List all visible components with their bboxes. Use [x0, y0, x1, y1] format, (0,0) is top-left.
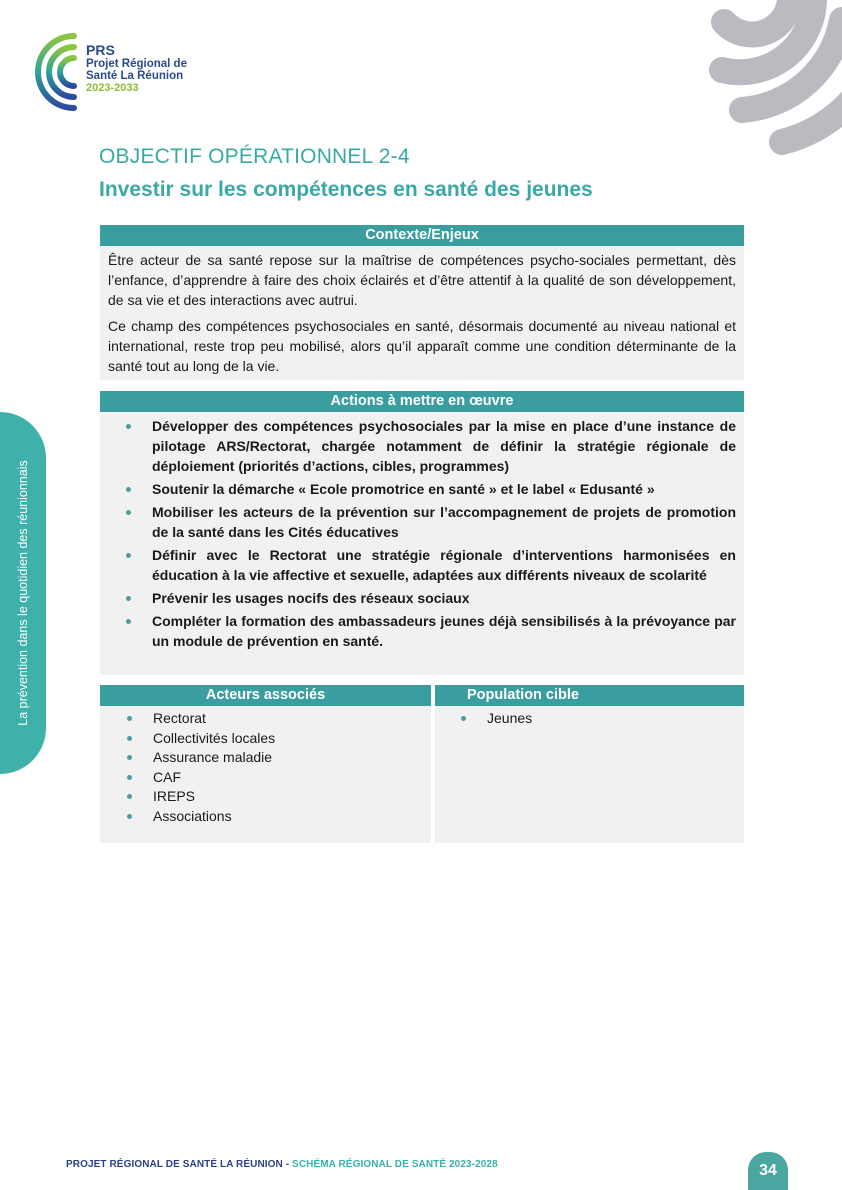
context-section	[100, 225, 744, 380]
actor-item	[153, 709, 431, 729]
actor-item	[153, 807, 431, 827]
prs-arcs-icon	[24, 30, 84, 112]
bullet-icon	[126, 619, 131, 624]
actions-section	[100, 391, 744, 675]
population-text: Jeunes	[487, 710, 533, 726]
actor-item	[153, 787, 431, 807]
actor-item	[153, 768, 431, 788]
context-paragraph: Être acteur de sa santé repose sur la maîtrise de compétences psycho-sociales permettant, dès l’enfance, d’apprendre à faire des choix éclairés et d’être attentif à la qualité de son développement, de sa vie et des interactions avec autrui.	[108, 252, 736, 308]
bullet-icon	[126, 596, 131, 601]
actions-heading: Actions à mettre en œuvre	[100, 391, 744, 412]
actor-text: Assurance maladie	[153, 749, 273, 766]
action-text: Mobiliser les acteurs de la prévention sur l’accompagnement de projets de promotion de la santé dans les Cités éducatives	[152, 504, 736, 540]
actors-heading: Acteurs associés	[100, 685, 431, 706]
action-item	[152, 545, 736, 585]
footer-schema: SCHÉMA RÉGIONAL DE SANTÉ 2023-2028	[292, 1159, 498, 1170]
action-item	[152, 479, 736, 499]
bullet-icon	[126, 424, 131, 429]
footer-separator: -	[282, 1159, 293, 1170]
actions-list	[100, 416, 736, 651]
actor-text: Associations	[153, 807, 232, 824]
bullet-icon	[127, 814, 132, 819]
actor-text: IREPS	[153, 788, 196, 805]
actor-item	[153, 748, 431, 768]
action-item	[152, 416, 736, 476]
bullet-icon	[126, 487, 131, 492]
actors-section	[100, 685, 431, 843]
logo-line1: Projet Régional de	[86, 57, 187, 70]
bullet-icon	[127, 716, 132, 721]
side-section-label: La prévention dans le quotidien des réunionnais	[16, 460, 30, 726]
actor-text: CAF	[153, 768, 181, 785]
bullet-icon	[127, 736, 132, 741]
page-number: 34	[748, 1152, 788, 1190]
action-text: Soutenir la démarche « Ecole promotrice en santé » et le label « Edusanté »	[152, 481, 655, 497]
logo-acronym: PRS	[86, 42, 115, 58]
action-text: Compléter la formation des ambassadeurs jeunes déjà sensibilisés à la prévoyance par un module de prévention en santé.	[152, 613, 736, 649]
actor-item	[153, 729, 431, 749]
actor-text: Rectorat	[153, 710, 206, 726]
action-item	[152, 588, 736, 608]
action-text: Définir avec le Rectorat une stratégie régionale d’interventions harmonisées en éducation à la vie affective et sexuelle, adaptées aux différents niveaux de scolarité	[152, 547, 736, 583]
context-paragraph: Ce champ des compétences psychosociales en santé, désormais documenté au niveau national et international, reste trop peu mobilisé, alors qu’il apparaît comme une condition déterminante de la santé tout au long de la vie.	[108, 318, 736, 374]
objective-label: OBJECTIF OPÉRATIONNEL 2-4	[99, 145, 410, 168]
action-item	[152, 502, 736, 542]
prs-logo	[24, 30, 224, 112]
bullet-icon	[126, 510, 131, 515]
actor-text: Collectivités locales	[153, 729, 276, 746]
bullet-icon	[127, 755, 132, 760]
bullet-icon	[127, 775, 132, 780]
action-text: Développer des compétences psychosociales par la mise en place d’une instance de pilotage ARS/Rectorat, chargée notamment de définir la stratégie régionale de déploiement (priorités d’actions, cibles, programmes)	[152, 418, 736, 474]
population-heading: Population cible	[435, 685, 744, 706]
context-heading: Contexte/Enjeux	[100, 225, 744, 246]
population-list	[435, 709, 744, 729]
decorative-arcs-icon	[682, 0, 842, 160]
bullet-icon	[461, 716, 466, 721]
population-item	[487, 709, 744, 729]
bullet-icon	[127, 794, 132, 799]
logo-line2: Santé La Réunion	[86, 69, 184, 82]
bullet-icon	[126, 553, 131, 558]
action-item	[152, 611, 736, 651]
action-text: Prévenir les usages nocifs des réseaux sociaux	[152, 590, 470, 606]
footer	[66, 1159, 498, 1170]
population-section	[435, 685, 744, 843]
actors-list	[100, 709, 431, 827]
footer-project: PROJET RÉGIONAL DE SANTÉ LA RÉUNION	[66, 1159, 283, 1170]
objective-title: Investir sur les compétences en santé des jeunes	[99, 178, 593, 201]
logo-years: 2023-2033	[86, 81, 139, 94]
